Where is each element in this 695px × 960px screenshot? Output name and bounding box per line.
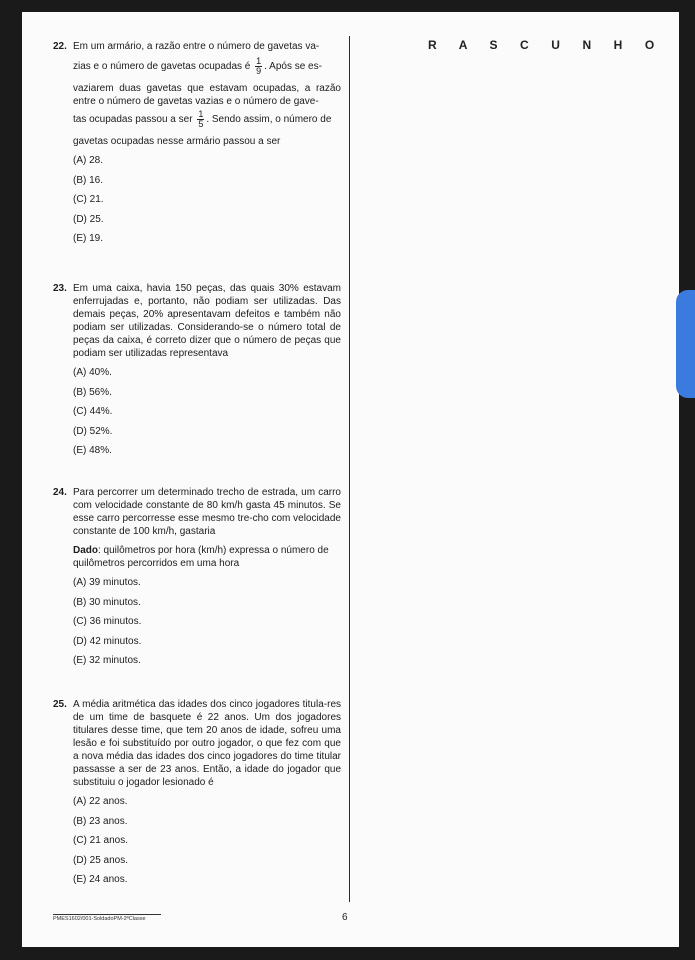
option-a[interactable]: (A) 40%. bbox=[73, 367, 112, 378]
fraction bbox=[255, 57, 262, 76]
exam-code: PMES1602/001-SoldadoPM-2ªClasse bbox=[53, 916, 146, 922]
options-list bbox=[73, 154, 341, 252]
question-number: 23. bbox=[53, 283, 67, 294]
options-list bbox=[73, 366, 341, 464]
option-d[interactable]: (D) 25 anos. bbox=[73, 854, 129, 866]
column-divider bbox=[349, 36, 350, 902]
option-e[interactable]: (E) 32 minutos. bbox=[73, 655, 141, 667]
option-a[interactable]: (A) 28. bbox=[73, 155, 104, 166]
option-c[interactable]: (C) 44%. bbox=[73, 406, 113, 418]
question-stem: A média aritmética das idades dos cinco jogadores titula-res de um time de basquete é 22 anos. Um dos jogadores titulares desse time, que tem 20 anos de idade, sofreu uma lesão e foi substituído por outro jogador, o que fez com que a nova média das idades dos cinco jogadores do time titular passasse a ser de 23 anos. Então, a idade do jogador que substituiu o jogador lesionado é bbox=[73, 699, 341, 788]
stem-line bbox=[73, 110, 341, 129]
question-stem: Em uma caixa, havia 150 peças, das quais 30% estavam enferrujadas e, portanto, não podiam ser utilizadas. Das demais peças, 20% apresentavam defeitos e também não podiam ser utilizadas. Considerando-se o número total de peças da caixa, é correto dizer que o número de peças que podiam ser utilizadas representava bbox=[73, 283, 341, 359]
options-list bbox=[73, 795, 341, 893]
option-c[interactable]: (C) 21. bbox=[73, 194, 104, 206]
given-text: : quilômetros por hora (km/h) expressa o número de quilômetros percorridos em uma hora bbox=[73, 545, 329, 569]
question-number: 22. bbox=[53, 41, 67, 52]
option-b[interactable]: (B) 23 anos. bbox=[73, 815, 128, 827]
question-25 bbox=[53, 698, 341, 893]
option-e[interactable]: (E) 19. bbox=[73, 233, 104, 245]
stem-text: zias e o número de gavetas ocupadas é bbox=[73, 61, 251, 73]
option-d[interactable]: (D) 42 minutos. bbox=[73, 635, 142, 647]
fraction-numerator: 1 bbox=[198, 109, 204, 119]
question-stem bbox=[73, 40, 341, 148]
page-number: 6 bbox=[342, 912, 348, 923]
fraction-denominator: 5 bbox=[198, 119, 204, 129]
options-list bbox=[73, 576, 341, 674]
option-e[interactable]: (E) 48%. bbox=[73, 445, 112, 457]
stem-line: gavetas ocupadas nesse armário passou a ser bbox=[73, 136, 281, 147]
fraction-denominator: 9 bbox=[256, 66, 262, 76]
option-c[interactable]: (C) 21 anos. bbox=[73, 835, 129, 847]
stem-text: . Após se es- bbox=[264, 61, 322, 73]
given-label: Dado bbox=[73, 545, 98, 556]
fraction-numerator: 1 bbox=[256, 56, 262, 66]
given-note bbox=[73, 544, 341, 570]
option-b[interactable]: (B) 30 minutos. bbox=[73, 596, 141, 608]
stem-line: Em um armário, a razão entre o número de gavetas va- bbox=[73, 41, 320, 52]
rascunho-heading: R A S C U N H O bbox=[428, 38, 664, 52]
question-23 bbox=[53, 282, 341, 464]
question-number: 25. bbox=[53, 699, 67, 710]
stem-text: . Sendo assim, o número de bbox=[206, 114, 332, 126]
option-a[interactable]: (A) 39 minutos. bbox=[73, 577, 141, 588]
question-24 bbox=[53, 486, 341, 674]
option-d[interactable]: (D) 25. bbox=[73, 213, 104, 225]
question-stem bbox=[73, 486, 341, 570]
question-number: 24. bbox=[53, 487, 67, 498]
option-c[interactable]: (C) 36 minutos. bbox=[73, 616, 142, 628]
fraction bbox=[197, 110, 204, 129]
option-a[interactable]: (A) 22 anos. bbox=[73, 796, 128, 807]
stem-text: Para percorrer um determinado trecho de estrada, um carro com velocidade constante de 80 km/h gasta 45 minutos. Se esse carro percorresse esse mesmo tre-cho com velocidade constante de 100 km/h, gastaria bbox=[73, 487, 341, 537]
option-e[interactable]: (E) 24 anos. bbox=[73, 874, 128, 886]
question-22 bbox=[53, 40, 341, 252]
stem-line bbox=[73, 57, 341, 76]
option-b[interactable]: (B) 16. bbox=[73, 174, 104, 186]
stem-line: vaziarem duas gavetas que estavam ocupadas, a razão entre o número de gavetas vazias e o número de gave- bbox=[73, 83, 341, 107]
stem-text: tas ocupadas passou a ser bbox=[73, 114, 193, 126]
side-scroll-tab[interactable] bbox=[676, 290, 695, 398]
footer-rule bbox=[53, 914, 161, 915]
option-b[interactable]: (B) 56%. bbox=[73, 386, 112, 398]
option-d[interactable]: (D) 52%. bbox=[73, 425, 113, 437]
